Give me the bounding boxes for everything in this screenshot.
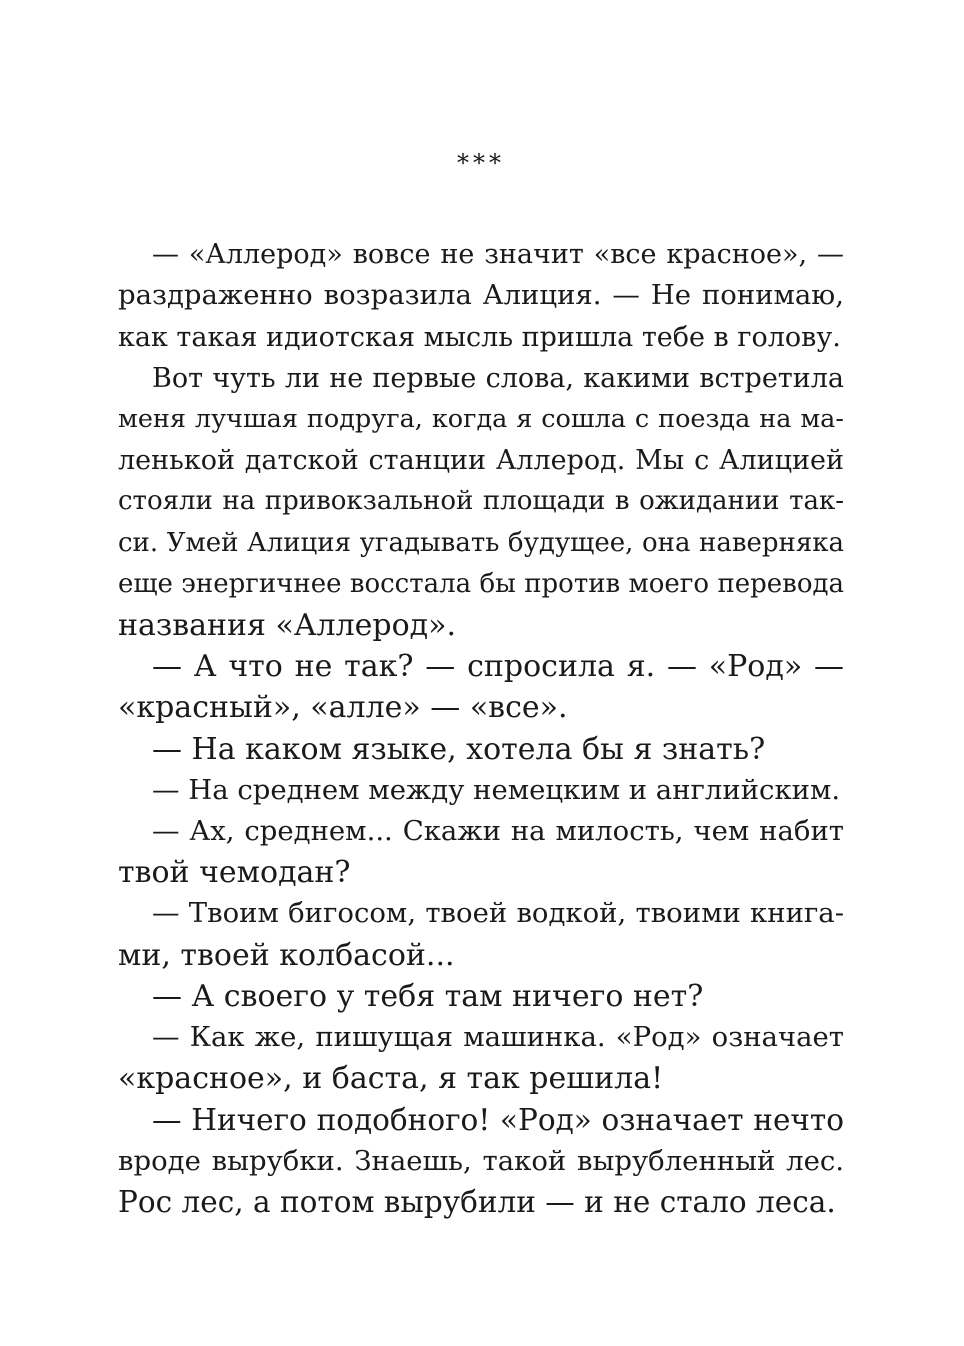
text-line: ми, твоей колбасой...: [118, 938, 455, 973]
text-line: «красный», «алле» — «все».: [118, 690, 568, 725]
text-line: — «Аллерод» вовсе не значит «все красное», —: [152, 239, 844, 270]
text-line: — А что не так? — спросила я. — «Род» —: [152, 649, 844, 684]
text-line: вроде вырубки. Знаешь, такой вырубленный лес.: [118, 1145, 844, 1177]
text-line: — На каком языке, хотела бы я знать?: [152, 732, 766, 767]
text-line: си. Умей Алиция угадывать будущее, она наверняка: [118, 528, 844, 558]
text-line: — Твоим бигосом, твоей водкой, твоими книга-: [152, 897, 844, 929]
text-line: названия «Аллерод».: [118, 608, 457, 643]
text-line: Вот чуть ли не первые слова, какими встретила: [152, 363, 844, 394]
text-line: ленькой датской станции Аллерод. Мы с Алицией: [118, 445, 844, 476]
text-line: — Ах, среднем... Скажи на милость, чем набит: [152, 815, 844, 847]
section-separator: ***: [457, 149, 505, 177]
text-line: как такая идиотская мысль пришла тебе в голову.: [118, 322, 841, 353]
text-line: меня лучшая подруга, когда я сошла с поезда на ма-: [118, 404, 844, 434]
text-line: «красное», и баста, я так решила!: [118, 1061, 664, 1096]
book-page: [118, 0, 844, 1346]
text-line: — Как же, пишущая машинка. «Род» означает: [152, 1021, 844, 1053]
text-line: — На среднем между немецким и английским.: [152, 774, 841, 806]
text-line: — А своего у тебя там ничего нет?: [152, 979, 704, 1014]
text-line: стояли на привокзальной площади в ожидании так-: [118, 486, 844, 516]
text-line: раздраженно возразила Алиция. — Не понимаю,: [118, 279, 844, 311]
text-line: твой чемодан?: [118, 855, 351, 890]
text-line: — Ничего подобного! «Род» означает нечто: [152, 1103, 844, 1137]
text-line: Рос лес, а потом вырубили — и не стало леса.: [118, 1185, 836, 1219]
text-line: еще энергичнее восстала бы против моего перевода: [118, 569, 844, 599]
